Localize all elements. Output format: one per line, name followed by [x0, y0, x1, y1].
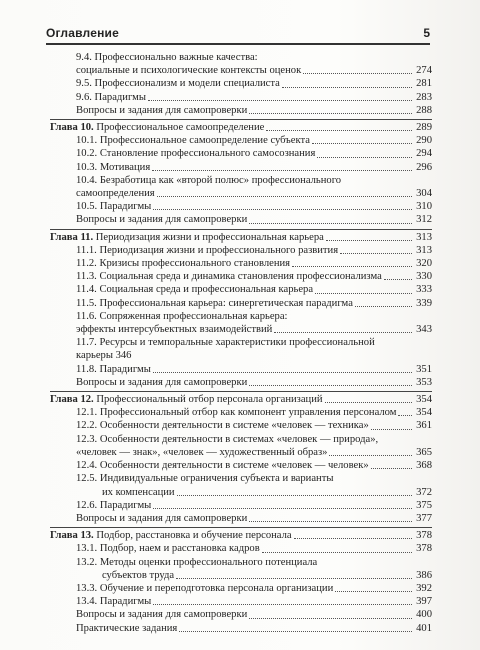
- toc-entry-row: [50, 433, 432, 446]
- toc-page-number: 312: [416, 214, 432, 226]
- toc-page-number: 288: [416, 104, 432, 116]
- dot-leader: [249, 385, 412, 386]
- toc-entry-label: 12.6. Парадигмы: [76, 499, 152, 511]
- dot-leader: [153, 508, 412, 509]
- toc-entry-label: 13.1. Подбор, наем и расстановка кадров: [76, 543, 260, 555]
- toc-entry-row: [50, 349, 432, 362]
- dot-leader: [315, 293, 412, 294]
- toc-entry-row: [50, 134, 432, 147]
- toc-page-number: 392: [416, 582, 432, 594]
- toc-entry-row: [50, 91, 432, 104]
- toc-page-number: 304: [416, 188, 432, 200]
- toc-entry-label: 13.4. Парадигмы: [76, 596, 152, 608]
- toc-page-number: 320: [416, 258, 432, 270]
- toc-entry-row: [50, 283, 432, 296]
- dot-leader: [177, 495, 412, 496]
- toc-entry-label: «человек — знак», «человек — художественный образ»: [76, 446, 328, 458]
- toc-entry-label: Вопросы и задания для самопроверки: [76, 609, 248, 621]
- dot-leader: [152, 170, 412, 171]
- toc-page-number: 365: [416, 446, 432, 458]
- toc-entry-label: 13.2. Методы оценки профессионального потенциала: [76, 556, 318, 568]
- toc-entry-row: [50, 622, 432, 635]
- dot-leader: [153, 372, 412, 373]
- toc-entry-row: [50, 297, 432, 310]
- toc-page-number: 296: [416, 161, 432, 173]
- toc-page-number: 397: [416, 596, 432, 608]
- toc-entry-label: 10.1. Профессиональное самоопределение субъекта: [76, 135, 310, 147]
- dot-leader: [266, 130, 412, 131]
- toc-page-number: 343: [416, 324, 432, 336]
- toc-entry-label: 11.8. Парадигмы: [76, 363, 151, 375]
- dot-leader: [249, 113, 412, 114]
- toc-page-number: 372: [416, 486, 432, 498]
- toc-entry-row: [50, 257, 432, 270]
- dot-leader: [176, 578, 412, 579]
- toc-page-number: 401: [416, 622, 432, 634]
- dot-leader: [335, 591, 412, 592]
- toc-entry-row: [50, 363, 432, 376]
- toc-entry-row: [50, 472, 432, 485]
- toc-entry-row: [50, 77, 432, 90]
- toc-entry-row: [50, 187, 432, 200]
- toc-entry-label: 9.5. Профессионализм и модели специалиста: [76, 78, 280, 90]
- toc-entry-row: [50, 174, 432, 187]
- toc-entry-label: Вопросы и задания для самопроверки: [76, 104, 248, 116]
- toc-entry-label: 11.7. Ресурсы и темпоральные характеристики профессиональной: [76, 337, 375, 349]
- chapter-number: Глава 12.: [50, 394, 94, 406]
- toc-entry-row: [50, 270, 432, 283]
- toc-page-number: 290: [416, 135, 432, 147]
- toc-page-number: 313: [416, 231, 432, 243]
- toc-chapter-row: [50, 391, 432, 406]
- toc-entry-row: [50, 608, 432, 621]
- toc-entry-label: Вопросы и задания для самопроверки: [76, 376, 248, 388]
- dot-leader: [294, 538, 412, 539]
- dot-leader: [148, 100, 412, 101]
- toc-page-number: 294: [416, 148, 432, 160]
- toc-entry-label: 11.6. Сопряженная профессиональная карьера:: [76, 310, 288, 322]
- dot-leader: [371, 468, 412, 469]
- toc-entry-label: субъектов труда: [102, 569, 175, 581]
- toc-entry-label: 10.5. Парадигмы: [76, 201, 152, 213]
- dot-leader: [153, 604, 412, 605]
- toc-page-number: 400: [416, 609, 432, 621]
- toc-entry-label: 11.2. Кризисы профессионального становления: [76, 258, 291, 270]
- toc-entry-row: [50, 64, 432, 77]
- chapter-title: Периодизация жизни и профессиональная карьера: [95, 231, 324, 243]
- toc-entry-label: 12.5. Индивидуальные ограничения субъекта и варианты: [76, 473, 334, 485]
- toc-entry-label: социальные и психологические контексты оценок: [76, 65, 302, 77]
- toc-entry-label: 12.2. Особенности деятельности в системе «человек — техника»: [76, 420, 369, 432]
- toc-page-number: 339: [416, 297, 432, 309]
- toc-entry-label: карьеры 346: [76, 350, 132, 362]
- dot-leader: [179, 631, 412, 632]
- toc-entry-row: [50, 512, 432, 525]
- toc-entry-label: 11.1. Периодизация жизни и профессионального развития: [76, 244, 339, 256]
- dot-leader: [355, 306, 412, 307]
- toc-entry-row: [50, 376, 432, 389]
- toc-page-number: 333: [416, 284, 432, 296]
- toc-entry-label: 11.4. Социальная среда и профессиональная карьера: [76, 284, 314, 296]
- toc-entry-row: [50, 419, 432, 432]
- toc-entry-label: 10.4. Безработица как «второй полюс» профессионального: [76, 174, 342, 186]
- chapter-title: Профессиональное самоопределение: [96, 122, 265, 134]
- dot-leader: [282, 87, 412, 88]
- toc-page-number: 310: [416, 201, 432, 213]
- running-title: Оглавление: [46, 26, 119, 40]
- dot-leader: [384, 279, 412, 280]
- chapter-number: Глава 10.: [50, 122, 94, 134]
- toc-page-number: 354: [416, 407, 432, 419]
- toc-entry-row: [50, 595, 432, 608]
- toc-entry-row: [50, 147, 432, 160]
- dot-leader: [312, 143, 412, 144]
- chapter-number: Глава 11.: [50, 231, 94, 243]
- toc-page-number: 378: [416, 543, 432, 555]
- toc-page-number: 378: [416, 530, 432, 542]
- toc-page-number: 289: [416, 122, 432, 134]
- toc-page-number: 368: [416, 460, 432, 472]
- dot-leader: [274, 332, 412, 333]
- dot-leader: [292, 266, 412, 267]
- toc-page-number: 386: [416, 569, 432, 581]
- dot-leader: [398, 415, 412, 416]
- toc-entry-row: [50, 499, 432, 512]
- toc-page-number: 375: [416, 499, 432, 511]
- dot-leader: [153, 209, 412, 210]
- toc-entry-label: 11.5. Профессиональная карьера: синергетическая парадигма: [76, 297, 353, 309]
- toc-entry-row: [50, 446, 432, 459]
- dot-leader: [317, 157, 412, 158]
- chapter-title: Подбор, расстановка и обучение персонала: [96, 530, 292, 542]
- toc-entry-row: [50, 459, 432, 472]
- dot-leader: [340, 253, 412, 254]
- table-of-contents: [50, 51, 432, 635]
- toc-entry-row: [50, 569, 432, 582]
- toc-entry-row: [50, 542, 432, 555]
- toc-entry-row: [50, 104, 432, 117]
- toc-page-number: 274: [416, 65, 432, 77]
- toc-entry-row: [50, 244, 432, 257]
- toc-entry-row: [50, 51, 432, 64]
- toc-entry-row: [50, 406, 432, 419]
- toc-chapter-row: [50, 527, 432, 542]
- toc-entry-row: [50, 310, 432, 323]
- dot-leader: [157, 196, 412, 197]
- toc-entry-label: 13.3. Обучение и переподготовка персонала организации: [76, 582, 334, 594]
- toc-entry-row: [50, 323, 432, 336]
- toc-entry-label: Вопросы и задания для самопроверки: [76, 214, 248, 226]
- toc-entry-label: 12.3. Особенности деятельности в системах «человек — природа»,: [76, 433, 379, 445]
- toc-page-number: 351: [416, 363, 432, 375]
- toc-chapter-row: [50, 119, 432, 134]
- dot-leader: [303, 73, 412, 74]
- toc-page-number: 283: [416, 91, 432, 103]
- chapter-title: Профессиональный отбор персонала организаций: [96, 394, 323, 406]
- toc-page-number: 281: [416, 78, 432, 90]
- toc-entry-label: 10.3. Мотивация: [76, 161, 151, 173]
- toc-page-number: 313: [416, 244, 432, 256]
- toc-entry-label: Практические задания: [76, 622, 178, 634]
- toc-page-number: 377: [416, 512, 432, 524]
- dot-leader: [249, 223, 412, 224]
- toc-entry-row: [50, 486, 432, 499]
- toc-entry-row: [50, 161, 432, 174]
- dot-leader: [249, 618, 412, 619]
- dot-leader: [262, 552, 412, 553]
- toc-entry-label: 10.2. Становление профессионального самосознания: [76, 148, 316, 160]
- toc-entry-row: [50, 213, 432, 226]
- toc-entry-label: Вопросы и задания для самопроверки: [76, 512, 248, 524]
- toc-entry-row: [50, 556, 432, 569]
- chapter-number: Глава 13.: [50, 530, 94, 542]
- toc-entry-label: их компенсации: [102, 486, 175, 498]
- toc-chapter-row: [50, 229, 432, 244]
- toc-page-number: 354: [416, 394, 432, 406]
- toc-entry-label: эффекты интерсубъектных взаимодействий: [76, 324, 273, 336]
- toc-entry-label: 12.1. Профессиональный отбор как компонент управления персоналом: [76, 407, 397, 419]
- toc-entry-label: 12.4. Особенности деятельности в системе «человек — человек»: [76, 460, 369, 472]
- toc-entry-label: 9.4. Профессионально важные качества:: [76, 52, 258, 63]
- toc-entry-row: [50, 200, 432, 213]
- toc-entry-row: [50, 336, 432, 349]
- dot-leader: [371, 429, 412, 430]
- toc-page-number: 361: [416, 420, 432, 432]
- toc-entry-label: 9.6. Парадигмы: [76, 91, 146, 103]
- toc-page-number: 353: [416, 376, 432, 388]
- page-number: 5: [423, 26, 430, 40]
- toc-page-number: 330: [416, 271, 432, 283]
- dot-leader: [325, 402, 412, 403]
- toc-entry-label: самоопределения: [76, 188, 155, 200]
- dot-leader: [326, 240, 412, 241]
- toc-entry-label: 11.3. Социальная среда и динамика становления профессионализма: [76, 271, 382, 283]
- running-header: [46, 16, 430, 45]
- dot-leader: [329, 455, 412, 456]
- dot-leader: [249, 521, 412, 522]
- toc-entry-row: [50, 582, 432, 595]
